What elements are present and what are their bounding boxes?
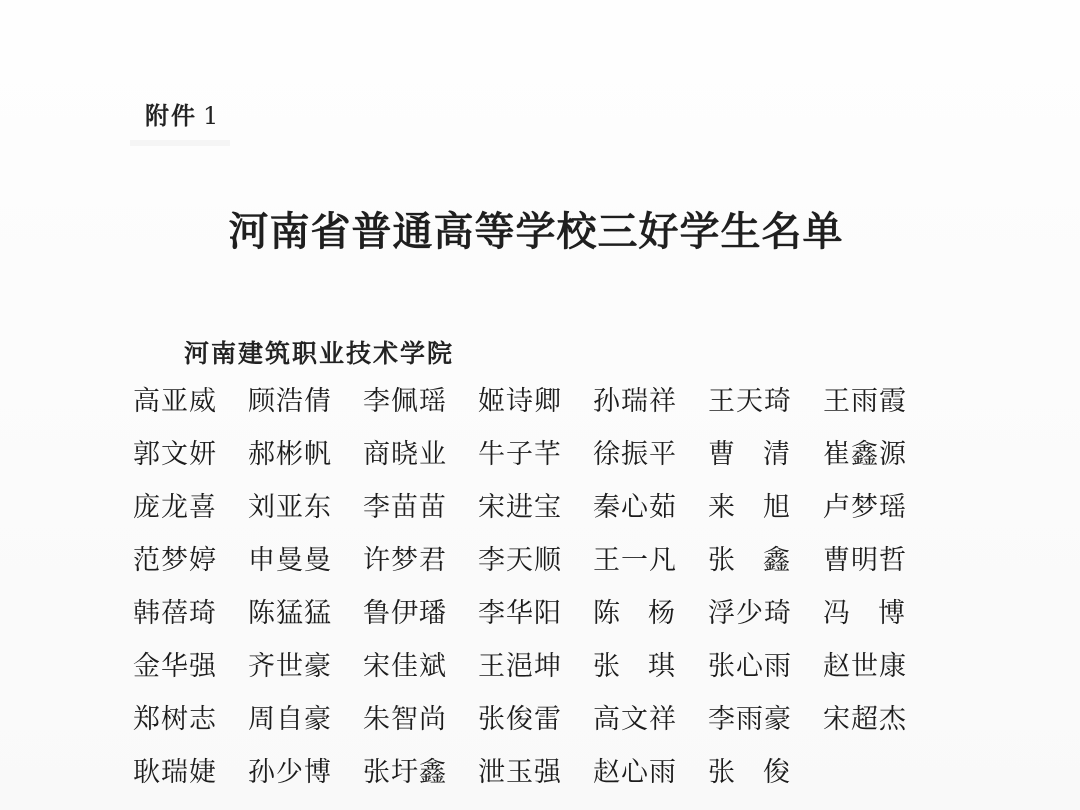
student-name: 宋 佳 斌: [363, 651, 447, 682]
student-name: 来 旭: [708, 492, 790, 523]
attachment-label: [145, 96, 220, 131]
student-name: 赵 心 雨: [593, 757, 677, 788]
student-name: 张 俊: [708, 757, 790, 788]
student-name: 李 天 顺: [478, 545, 562, 576]
student-name: 申 曼 曼: [248, 545, 332, 576]
student-name: 庞 龙 喜: [133, 492, 217, 523]
student-name: 齐 世 豪: [248, 651, 332, 682]
student-name: 孙 少 博: [248, 757, 332, 788]
attachment-number: 1: [203, 102, 221, 130]
student-name: 张 圩 鑫: [363, 757, 447, 788]
student-name: 韩 蓓 琦: [133, 598, 217, 629]
student-name: 高 文 祥: [593, 704, 677, 735]
student-name: 张 心 雨: [708, 651, 792, 682]
student-name: 崔 鑫 源: [823, 439, 907, 470]
student-name: 郝 彬 帆: [248, 439, 332, 470]
student-name: 范 梦 婷: [133, 545, 217, 576]
student-name: 李 雨 豪: [708, 704, 792, 735]
student-name: 卢 梦 瑶: [823, 492, 907, 523]
student-name: 刘 亚 东: [248, 492, 332, 523]
student-name: 李 苗 苗: [363, 492, 447, 523]
scan-smudge: [130, 140, 230, 146]
student-name: 冯 博: [823, 598, 905, 629]
student-name: 许 梦 君: [363, 545, 447, 576]
student-name: 浮 少 琦: [708, 598, 792, 629]
student-name: 赵 世 康: [823, 651, 907, 682]
student-name: 王 一 凡: [593, 545, 677, 576]
student-name: 张 琪: [593, 651, 675, 682]
student-name: 泄 玉 强: [478, 757, 562, 788]
attachment-text: 附件: [145, 102, 197, 130]
student-name: 张 鑫: [708, 545, 790, 576]
student-name: 王 雨 霞: [823, 386, 907, 417]
student-name: 曹 清: [708, 439, 790, 470]
student-name: 张 俊 雷: [478, 704, 562, 735]
student-name: 牛 子 芊: [478, 439, 562, 470]
student-name: 耿 瑞 婕: [133, 757, 217, 788]
student-name: 曹 明 哲: [823, 545, 907, 576]
student-name: 金 华 强: [133, 651, 217, 682]
student-name: 秦 心 茹: [593, 492, 677, 523]
student-name-list: [133, 385, 943, 809]
student-name: 陈 猛 猛: [248, 598, 332, 629]
student-name: 李 佩 瑶: [363, 386, 447, 417]
student-name: 商 晓 业: [363, 439, 447, 470]
student-name: 陈 杨: [593, 598, 675, 629]
student-name: 郭 文 妍: [133, 439, 217, 470]
student-name: 姬 诗 卿: [478, 386, 562, 417]
student-name: 朱 智 尚: [363, 704, 447, 735]
student-name: 王 天 琦: [708, 386, 792, 417]
student-name: 高 亚 威: [133, 386, 217, 417]
student-name: 宋 进 宝: [478, 492, 562, 523]
student-name: 宋 超 杰: [823, 704, 907, 735]
student-name: 徐 振 平: [593, 439, 677, 470]
student-name: 鲁 伊 璠: [363, 598, 447, 629]
student-name: 孙 瑞 祥: [593, 386, 677, 417]
student-name: 王 浥 坤: [478, 651, 562, 682]
document-title: 河南省普通高等学校三好学生名单: [228, 208, 844, 255]
student-name: 周 自 豪: [248, 704, 332, 735]
school-name: 河南建筑职业技术学院: [184, 339, 455, 368]
student-name: 李 华 阳: [478, 598, 562, 629]
student-name: 顾 浩 倩: [248, 386, 332, 417]
student-name: 郑 树 志: [133, 704, 217, 735]
